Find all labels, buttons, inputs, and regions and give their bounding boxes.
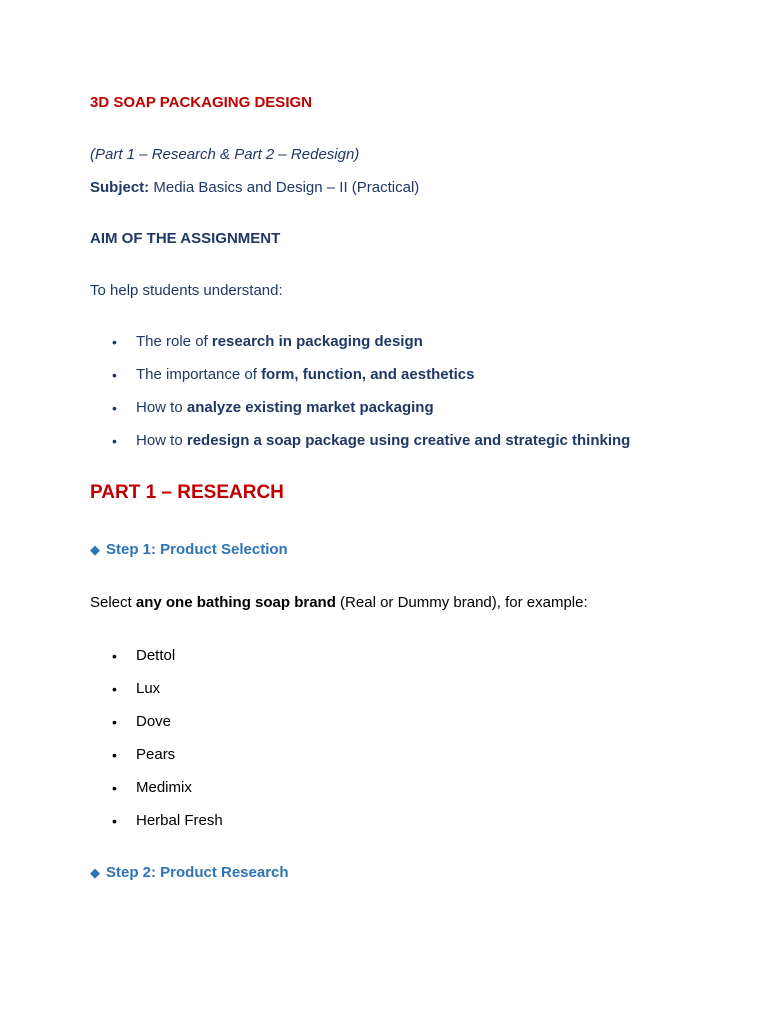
select-pre: Select bbox=[90, 594, 136, 611]
brands-list bbox=[112, 645, 223, 843]
bullet-icon: • bbox=[112, 367, 117, 383]
list-item bbox=[112, 777, 223, 810]
step1-heading bbox=[90, 541, 288, 558]
bullet-icon: • bbox=[112, 780, 117, 796]
list-item bbox=[112, 711, 223, 744]
brand-name: Herbal Fresh bbox=[136, 812, 223, 829]
diamond-icon: ◆ bbox=[90, 865, 100, 880]
bullet-icon: • bbox=[112, 681, 117, 697]
bullet-icon: • bbox=[112, 433, 117, 449]
brand-name: Dettol bbox=[136, 647, 176, 664]
list-item bbox=[112, 430, 630, 463]
aim-emphasis: form, function, and aesthetics bbox=[261, 366, 475, 383]
aim-text: The role of bbox=[136, 333, 212, 350]
step2-heading bbox=[90, 864, 289, 881]
list-item bbox=[112, 810, 223, 843]
bullet-icon: • bbox=[112, 813, 117, 829]
aim-heading: AIM OF THE ASSIGNMENT bbox=[90, 230, 281, 247]
list-item bbox=[112, 364, 630, 397]
aim-emphasis: redesign a soap package using creative and strategic thinking bbox=[186, 432, 631, 449]
list-item bbox=[112, 331, 630, 364]
aim-text: The importance of bbox=[136, 366, 262, 383]
select-post: (Real or Dummy brand), for example: bbox=[335, 594, 588, 611]
aim-text: How to bbox=[136, 399, 187, 416]
subject-label: Subject: bbox=[90, 179, 150, 196]
list-item bbox=[112, 744, 223, 777]
step2-label: Step 2: Product Research bbox=[106, 864, 289, 881]
step1-label: Step 1: Product Selection bbox=[106, 541, 288, 558]
part1-heading: PART 1 – RESEARCH bbox=[90, 482, 284, 503]
list-item bbox=[112, 645, 223, 678]
aim-text: How to bbox=[136, 432, 187, 449]
brand-name: Medimix bbox=[136, 779, 192, 796]
diamond-icon: ◆ bbox=[90, 542, 100, 557]
list-item bbox=[112, 678, 223, 711]
bullet-icon: • bbox=[112, 714, 117, 730]
bullet-icon: • bbox=[112, 648, 117, 664]
bullet-icon: • bbox=[112, 400, 117, 416]
brand-name: Lux bbox=[136, 680, 161, 697]
brand-name: Dove bbox=[136, 713, 172, 730]
list-item bbox=[112, 397, 630, 430]
intro-text: To help students understand: bbox=[90, 282, 283, 299]
subject-line bbox=[90, 179, 419, 196]
bullet-icon: • bbox=[112, 334, 117, 350]
selection-instruction bbox=[90, 594, 588, 611]
document-subtitle: (Part 1 – Research & Part 2 – Redesign) bbox=[90, 146, 360, 163]
select-emphasis: any one bathing soap brand bbox=[135, 594, 336, 611]
aims-list bbox=[112, 331, 630, 463]
bullet-icon: • bbox=[112, 747, 117, 763]
brand-name: Pears bbox=[136, 746, 176, 763]
subject-value: Media Basics and Design – II (Practical) bbox=[149, 179, 420, 196]
aim-emphasis: research in packaging design bbox=[211, 333, 423, 350]
document-title: 3D SOAP PACKAGING DESIGN bbox=[90, 94, 312, 111]
aim-emphasis: analyze existing market packaging bbox=[186, 399, 434, 416]
